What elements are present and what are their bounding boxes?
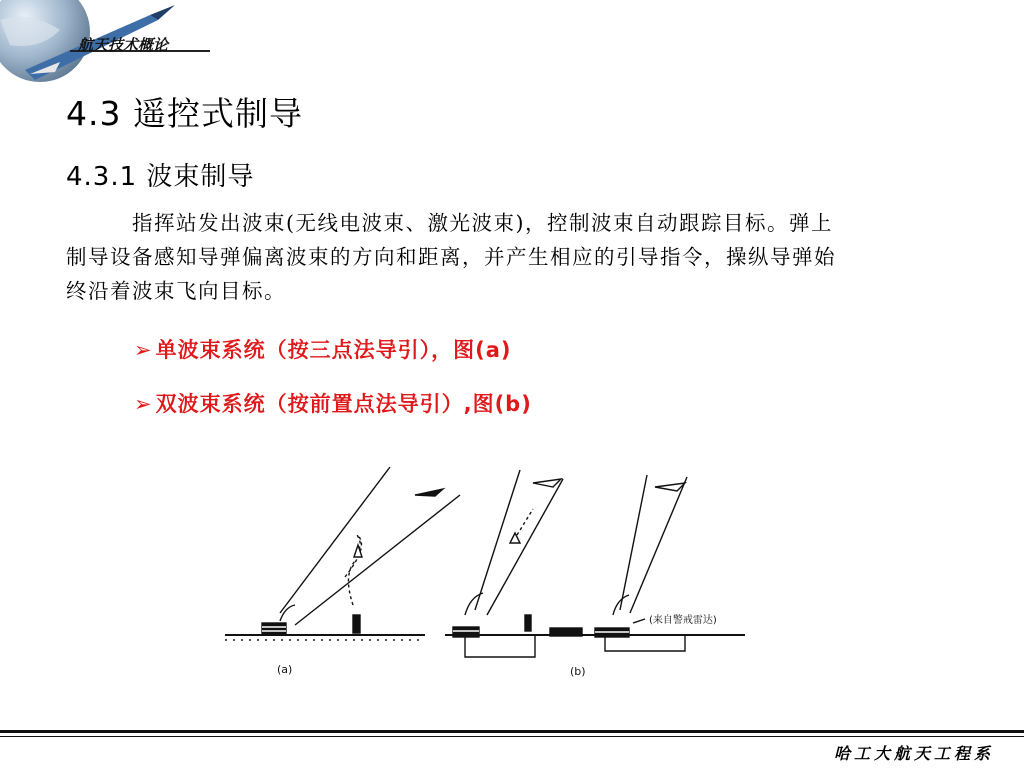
footer-rule xyxy=(0,730,1024,733)
section-title: 4.3 遥控式制导 xyxy=(66,94,303,133)
radar-annotation: (来自警戒雷达) xyxy=(649,615,717,626)
bullet-item xyxy=(134,334,511,364)
subsection-title: 4.3.1 波束制导 xyxy=(66,162,255,192)
body-paragraph: 指挥站发出波束(无线电波束、激光波束)，控制波束自动跟踪目标。弹上制导设备感知导弹偏离波束的方向和距离，并产生相应的引导指令，操纵导弹始终沿着波束飞向目标。 xyxy=(66,211,836,303)
arrow-bullet-icon: ➢ xyxy=(134,392,153,416)
panel-b-label: (b) xyxy=(570,665,586,678)
panel-b-diagram xyxy=(445,470,745,657)
course-title: 航天技术概论 xyxy=(78,36,169,54)
beam-guidance-figure xyxy=(225,465,765,687)
bullet-item xyxy=(134,388,532,418)
panel-a-label: (a) xyxy=(277,663,293,676)
bullet-text: 双波束系统（按前置点法导引）,图(b) xyxy=(155,392,532,416)
arrow-bullet-icon: ➢ xyxy=(134,338,153,362)
bullet-text: 单波束系统（按三点法导引），图(a) xyxy=(155,338,512,362)
panel-a-diagram xyxy=(225,467,460,640)
footer-department: 哈工大航天工程系 xyxy=(833,744,994,763)
footer-rule-thin xyxy=(0,736,1024,737)
